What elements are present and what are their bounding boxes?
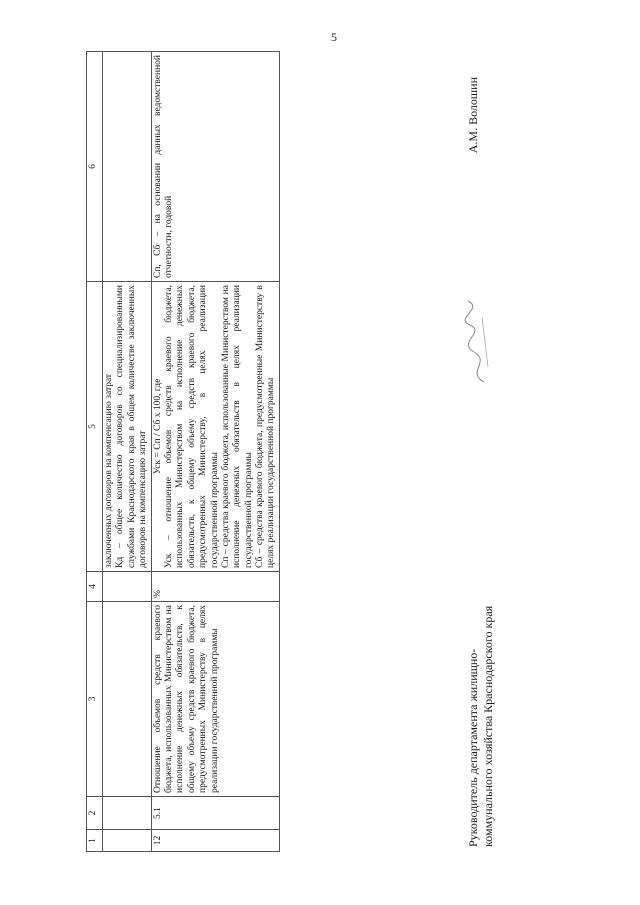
definition-usk: Уск – отношение объемов средств краевого бюджета, использованных Министерством на исполнение денежных обязательств, к общему объему средств краевого бюджета, предусмотренных Министерству, в целях реализации государственной программы	[163, 285, 220, 568]
cell-data-source: Сп, Сб – на основании данных ведомственной отчетности, годовой	[151, 52, 279, 282]
cell-continuation-description	[103, 282, 152, 572]
cell-empty	[103, 52, 152, 282]
cell-formula-block	[151, 282, 279, 572]
signatory-title-line-1: Руководитель департамента жилищно-	[466, 648, 480, 847]
indicators-table	[86, 51, 280, 852]
table-row-12	[151, 52, 279, 852]
continuation-line: заключенных договоров на компенсацию затрат	[104, 373, 114, 568]
signatory-title-line-2: коммунального хозяйства Краснодарского края	[481, 605, 495, 847]
header-col-1: 1	[87, 830, 103, 852]
cell-indicator-name: Отношение объемов средств краевого бюджета, использованных Министерством на исполнение денежных обязательств, к общему объему средств краевого бюджета, предусмотренных Министерству в целях реализации государственной программы	[151, 602, 279, 797]
signatory-name: А.М. Волошин	[466, 77, 480, 154]
definition-sp: Сп – средства краевого бюджета, использованные Министерством на исполнение денежных обязательств в целях реализации государственной программы	[220, 285, 254, 568]
header-col-2: 2	[87, 797, 103, 830]
formula: Уск = Сп / Сб х 100, где	[152, 378, 163, 475]
table-header-row	[87, 52, 103, 852]
header-col-6: 6	[87, 52, 103, 282]
table-row-continuation	[103, 52, 152, 852]
cell-unit: %	[151, 572, 279, 602]
cell-row-number: 12	[151, 830, 279, 852]
rotated-landscape-content	[86, 52, 626, 852]
continuation-definition: Кд – общее количество договоров со специализированными службами Краснодарского края в общем количестве заключенных договоров на компенсацию затрат	[115, 285, 149, 568]
signatory-title	[466, 387, 496, 847]
cell-empty	[103, 830, 152, 852]
header-col-4: 4	[87, 572, 103, 602]
header-col-3: 3	[87, 602, 103, 797]
cell-empty	[103, 602, 152, 797]
page-number: 5	[331, 30, 337, 44]
handwritten-signature	[456, 297, 496, 387]
definition-sb: Сб – средства краевого бюджета, предусмотренные Министерству в целях реализации государственной программы	[255, 285, 277, 568]
signature-block	[466, 67, 546, 847]
cell-empty	[103, 572, 152, 602]
table-container	[86, 52, 416, 852]
cell-row-code: 5.1	[151, 797, 279, 830]
header-col-5: 5	[87, 282, 103, 572]
cell-empty	[103, 797, 152, 830]
